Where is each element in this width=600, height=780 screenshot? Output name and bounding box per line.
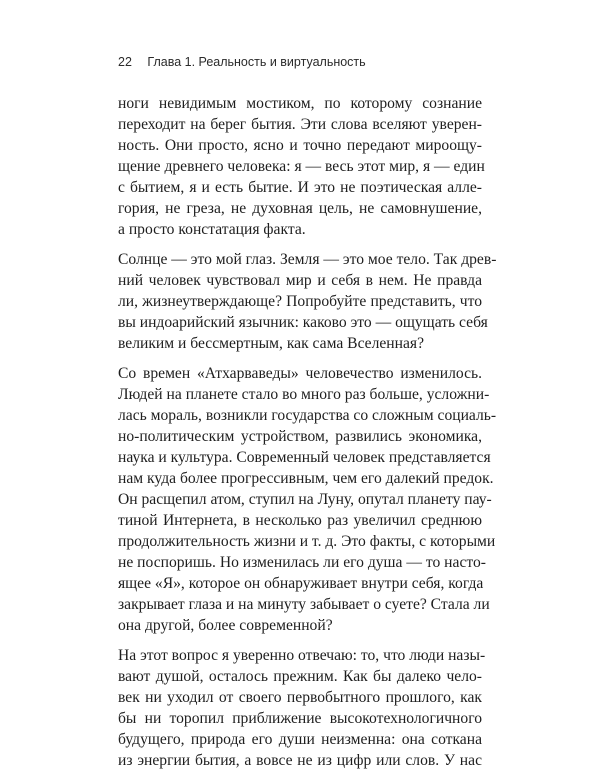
text-line: щение древнего человека: я — весь этот мир, я — един (118, 158, 485, 175)
text-line: Людей на планете стало во много раз больше, усложни- (118, 386, 490, 403)
text-line: великим и бессмертным, как сама Вселенная? (118, 335, 425, 352)
text-line: будущего, природа его души неизменна: она соткана (118, 731, 482, 748)
paragraph (118, 249, 497, 354)
text-line: Он расщепил атом, ступил на Луну, опутал планету пау- (118, 491, 492, 508)
text-line: она другой, более современной? (118, 617, 333, 634)
text-line: нам куда более прогрессивным, чем его далекий предок. (118, 470, 494, 487)
text-line: наука и культура. Современный человек представляется (118, 449, 491, 466)
text-line: ность. Они просто, ясно и точно передают мироощу- (118, 137, 482, 154)
text-line: На этот вопрос я уверенно отвечаю: то, что люди назы- (118, 647, 486, 664)
running-header (118, 55, 498, 69)
text-line: закрывает глаза и на минуту забывает о суете? Стала ли (118, 596, 490, 613)
text-line: тиной Интернета, в несколько раз увеличил среднюю (118, 512, 482, 529)
text-line: переходит на берег бытия. Эти слова вселяют уверен- (118, 116, 482, 133)
text-line: а просто констатация факта. (118, 221, 306, 238)
text-line: вы индоарийский язычник: каково это — ощущать себя (118, 314, 488, 331)
text-line: продолжительность жизни и т. д. Это факты, с которыми (118, 533, 496, 550)
text-line: Со времен «Атхарваведы» человечество изменилось. (118, 365, 482, 382)
text-line: лась мораль, возникли государства со сложным социаль- (118, 407, 497, 424)
text-line: вают душой, осталось прежним. Как бы далеко чело- (118, 668, 482, 685)
text-line: бы ни торопил приближение высокотехнологичного (118, 710, 482, 727)
text-line: век ни уходил от своего первобытного прошлого, как (118, 689, 482, 706)
text-line: ящее «Я», которое он обнаруживает внутри себя, когда (118, 575, 484, 592)
text-line: ли, жизнеутверждающе? Попробуйте представить, что (118, 293, 482, 310)
text-line: из энергии бытия, а вовсе не из цифр или слов. У нас (118, 752, 482, 769)
text-line: не поспоришь. Но изменилась ли его душа — то насто- (118, 554, 486, 571)
body-text (118, 93, 497, 780)
text-line: но-политическим устройством, развились экономика, (118, 428, 482, 445)
text-line: Солнце — это мой глаз. Земля — это мое тело. Так древ- (118, 251, 497, 268)
text-line: ноги невидимым мостиком, по которому сознание (118, 95, 482, 112)
chapter-title: Глава 1. Реальность и виртуальность (147, 55, 366, 69)
text-line: гория, не греза, не духовная цель, не самовнушение, (118, 200, 482, 217)
page-number: 22 (118, 55, 132, 69)
text-line: с бытием, я и есть бытие. И это не поэтическая алле- (118, 179, 482, 196)
text-line: ний человек чувствовал мир и себя в нем. Не правда (118, 272, 482, 289)
paragraph (118, 363, 497, 636)
paragraph (118, 645, 486, 771)
paragraph (118, 93, 485, 240)
